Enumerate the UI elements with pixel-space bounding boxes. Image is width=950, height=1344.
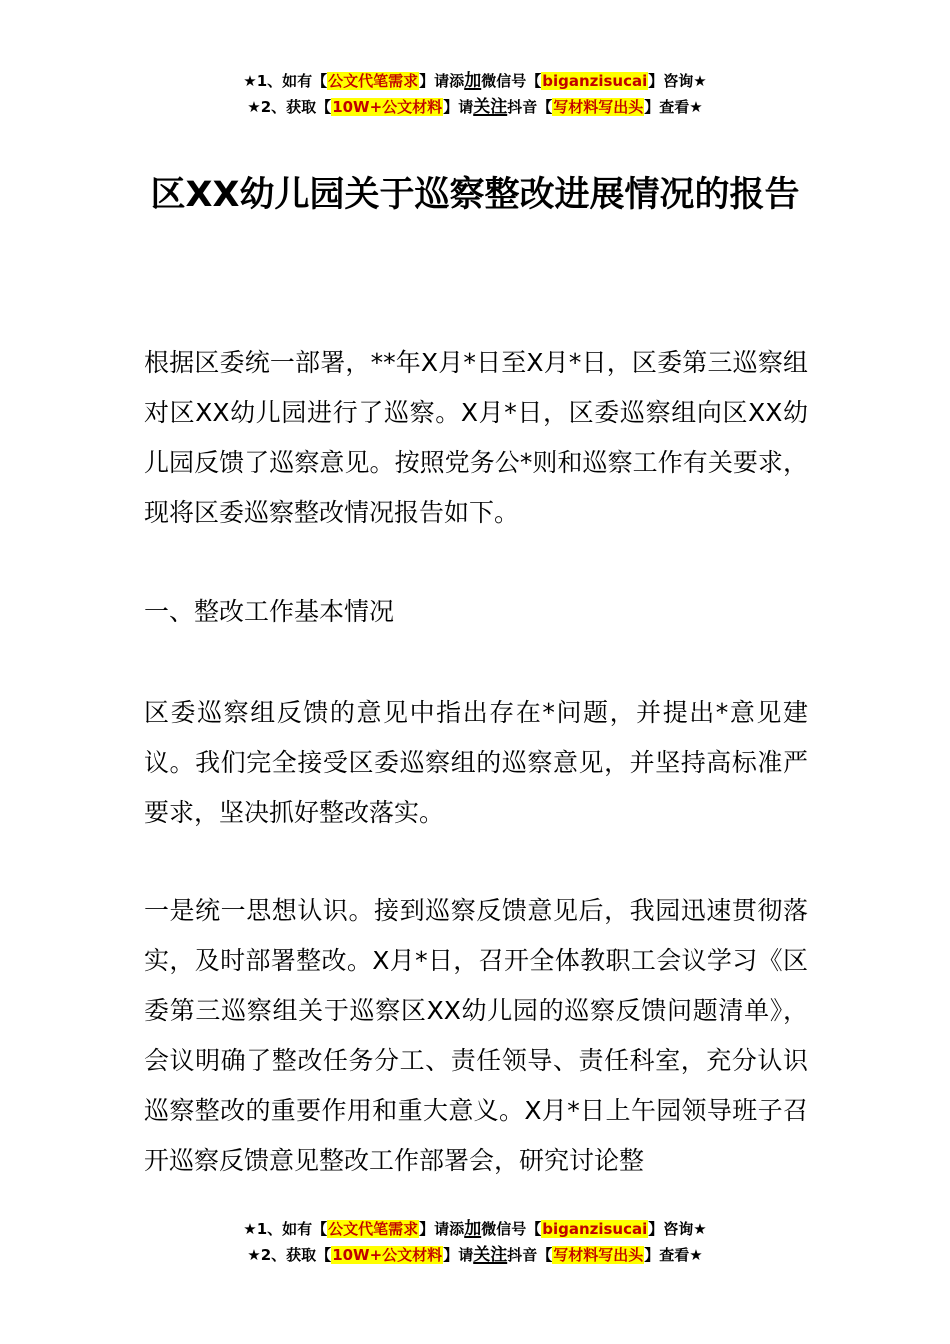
notice-text: 】查看★ (644, 1246, 703, 1264)
notice-emphasis: 加 (464, 71, 482, 91)
promo-notice-top (0, 68, 950, 120)
notice-emphasis: 加 (464, 1219, 482, 1239)
notice-text: ★1、如有【 (243, 72, 328, 90)
notice-text: 微信号【 (481, 72, 542, 90)
notice-emphasis: 关注 (473, 97, 508, 117)
notice-highlight: 10W+公文材料 (332, 98, 443, 116)
section-heading: 一、整改工作基本情况 (144, 597, 395, 626)
notice-line-2 (0, 1242, 950, 1268)
notice-text: 】请 (443, 1246, 474, 1264)
body-paragraph: 一是统一思想认识。接到巡察反馈意见后，我园迅速贯彻落实，及时部署整改。X月*日，召开全体教职工会议学习《区委第三巡察组关于巡察区XX幼儿园的巡察反馈问题清单》，会议明确了整改任务分工、责任领导、责任科室，充分认识巡察整改的重要作用和重大意义。X月*日上午园领导班子召开巡察反馈意见整改工作部署会，研究讨论整 (144, 896, 808, 1175)
body-paragraph: 区委巡察组反馈的意见中指出存在*问题，并提出*意见建议。我们完全接受区委巡察组的巡察意见，并坚持高标准严要求，坚决抓好整改落实。 (144, 698, 808, 827)
notice-text: ★1、如有【 (243, 1220, 328, 1238)
notice-text: 】咨询★ (648, 1220, 707, 1238)
wechat-id-highlight: biganzisucai (542, 72, 648, 90)
notice-highlight: 公文代笔需求 (328, 72, 419, 90)
notice-line-2 (0, 94, 950, 120)
notice-highlight: 10W+公文材料 (332, 1246, 443, 1264)
promo-notice-bottom (0, 1216, 950, 1268)
notice-text: ★2、获取【 (247, 1246, 332, 1264)
douyin-id-highlight: 写材料写出头 (553, 1246, 644, 1264)
notice-emphasis: 关注 (473, 1245, 508, 1265)
notice-line-1 (0, 1216, 950, 1242)
notice-text: 抖音【 (507, 98, 553, 116)
wechat-id-highlight: biganzisucai (542, 1220, 648, 1238)
notice-highlight: 公文代笔需求 (328, 1220, 419, 1238)
notice-text: 】咨询★ (648, 72, 707, 90)
notice-text: 】查看★ (644, 98, 703, 116)
intro-paragraph: 根据区委统一部署，**年X月*日至X月*日，区委第三巡察组对区XX幼儿园进行了巡察。X月*日，区委巡察组向区XX幼儿园反馈了巡察意见。按照党务公*则和巡察工作有关要求，现将区委巡察整改情况报告如下。 (144, 348, 808, 527)
notice-text: 】请 (443, 98, 474, 116)
notice-text: 微信号【 (481, 1220, 542, 1238)
notice-line-1 (0, 68, 950, 94)
notice-text: 】请添 (419, 1220, 465, 1238)
douyin-id-highlight: 写材料写出头 (553, 98, 644, 116)
notice-text: ★2、获取【 (247, 98, 332, 116)
notice-text: 抖音【 (507, 1246, 553, 1264)
notice-text: 】请添 (419, 72, 465, 90)
document-title: 区XX幼儿园关于巡察整改进展情况的报告 (150, 175, 800, 216)
